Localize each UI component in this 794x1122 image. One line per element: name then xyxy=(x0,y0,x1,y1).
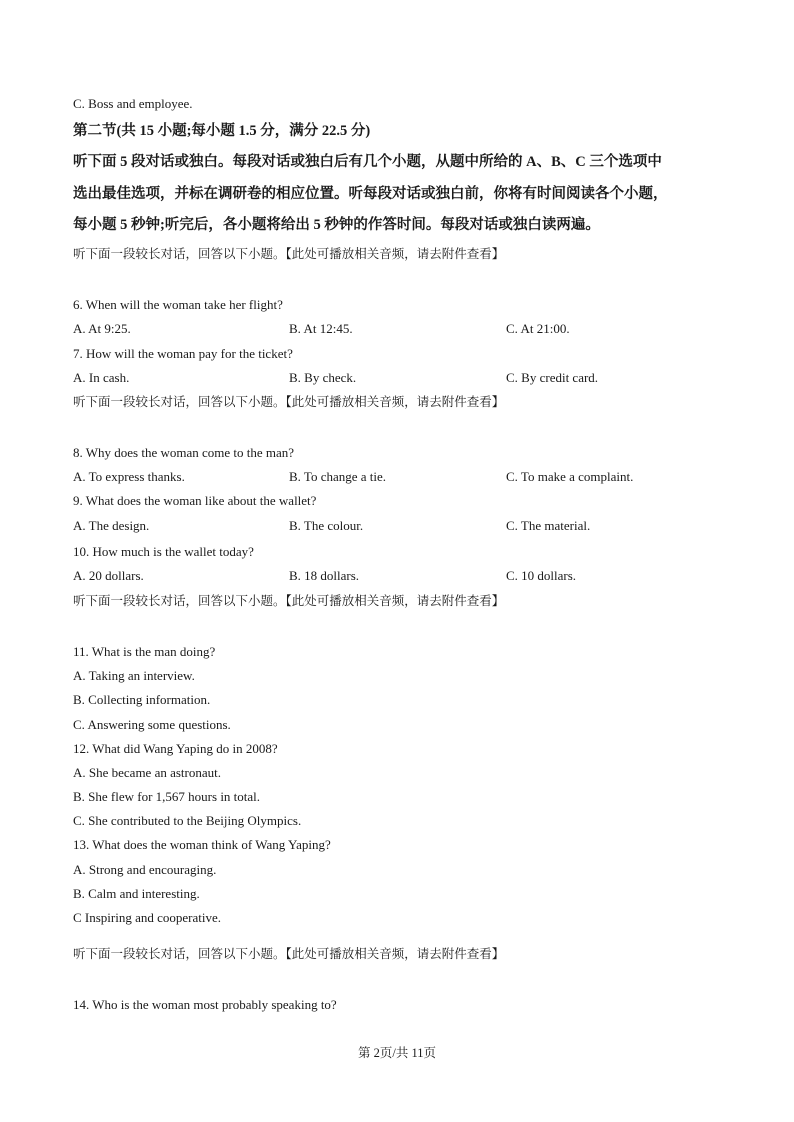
option-a: A. To express thanks. xyxy=(73,469,185,484)
question-stem: 11. What is the man doing? xyxy=(73,644,216,659)
option-b: B. Calm and interesting. xyxy=(73,886,200,901)
option-a: A. 20 dollars. xyxy=(73,568,144,583)
audio-note: 听下面一段较长对话，回答以下小题。【此处可播放相关音频，请去附件查看】 xyxy=(73,594,505,608)
audio-note: 听下面一段较长对话，回答以下小题。【此处可播放相关音频，请去附件查看】 xyxy=(73,947,505,961)
option-c: C. At 21:00. xyxy=(506,321,570,336)
audio-note: 听下面一段较长对话，回答以下小题。【此处可播放相关音频，请去附件查看】 xyxy=(73,395,505,409)
option-c: C. Answering some questions. xyxy=(73,717,231,732)
question-stem: 8. Why does the woman come to the man? xyxy=(73,445,295,460)
option-c: C Inspiring and cooperative. xyxy=(73,910,222,925)
option-c: C. To make a complaint. xyxy=(506,469,634,484)
question-stem: 13. What does the woman think of Wang Yaping? xyxy=(73,837,331,852)
option-c: C. By credit card. xyxy=(506,370,599,385)
option-a: A. Taking an interview. xyxy=(73,668,195,683)
question-stem: 12. What did Wang Yaping do in 2008? xyxy=(73,741,278,756)
question-stem: 9. What does the woman like about the wallet? xyxy=(73,493,317,508)
section-title: 第二节(共 15 小题;每小题 1.5 分，满分 22.5 分) xyxy=(73,123,371,139)
option-a: A. The design. xyxy=(73,518,150,533)
q5-option-c: C. Boss and employee. xyxy=(73,96,193,111)
option-c: C. She contributed to the Beijing Olympics. xyxy=(73,813,302,828)
option-a: A. In cash. xyxy=(73,370,130,385)
option-b: B. By check. xyxy=(289,370,357,385)
page-footer: 第 2页/共 11页 xyxy=(357,1046,436,1060)
option-b: B. 18 dollars. xyxy=(289,568,360,583)
option-b: B. Collecting information. xyxy=(73,692,211,707)
option-a: A. She became an astronaut. xyxy=(73,765,222,780)
option-b: B. She flew for 1,567 hours in total. xyxy=(73,789,261,804)
question-stem: 14. Who is the woman most probably speaking to? xyxy=(73,997,337,1012)
option-b: B. At 12:45. xyxy=(289,321,353,336)
question-stem: 6. When will the woman take her flight? xyxy=(73,297,283,312)
instructions-line-1: 听下面 5 段对话或独白。每段对话或独白后有几个小题，从题中所给的 A、B、C 三个选项中 xyxy=(73,154,662,170)
option-c: C. 10 dollars. xyxy=(506,568,577,583)
question-stem: 10. How much is the wallet today? xyxy=(73,544,254,559)
option-a: A. Strong and encouraging. xyxy=(73,862,217,877)
option-a: A. At 9:25. xyxy=(73,321,131,336)
audio-note: 听下面一段较长对话，回答以下小题。【此处可播放相关音频，请去附件查看】 xyxy=(73,247,505,261)
instructions-line-3: 每小题 5 秒钟;听完后，各小题将给出 5 秒钟的作答时间。每段对话或独白读两遍。 xyxy=(73,217,600,233)
question-stem: 7. How will the woman pay for the ticket? xyxy=(73,346,293,361)
instructions-line-2: 选出最佳选项，并标在调研卷的相应位置。听每段对话或独白前，你将有时间阅读各个小题， xyxy=(73,186,668,202)
option-b: B. To change a tie. xyxy=(289,469,387,484)
option-c: C. The material. xyxy=(506,518,591,533)
option-b: B. The colour. xyxy=(289,518,364,533)
